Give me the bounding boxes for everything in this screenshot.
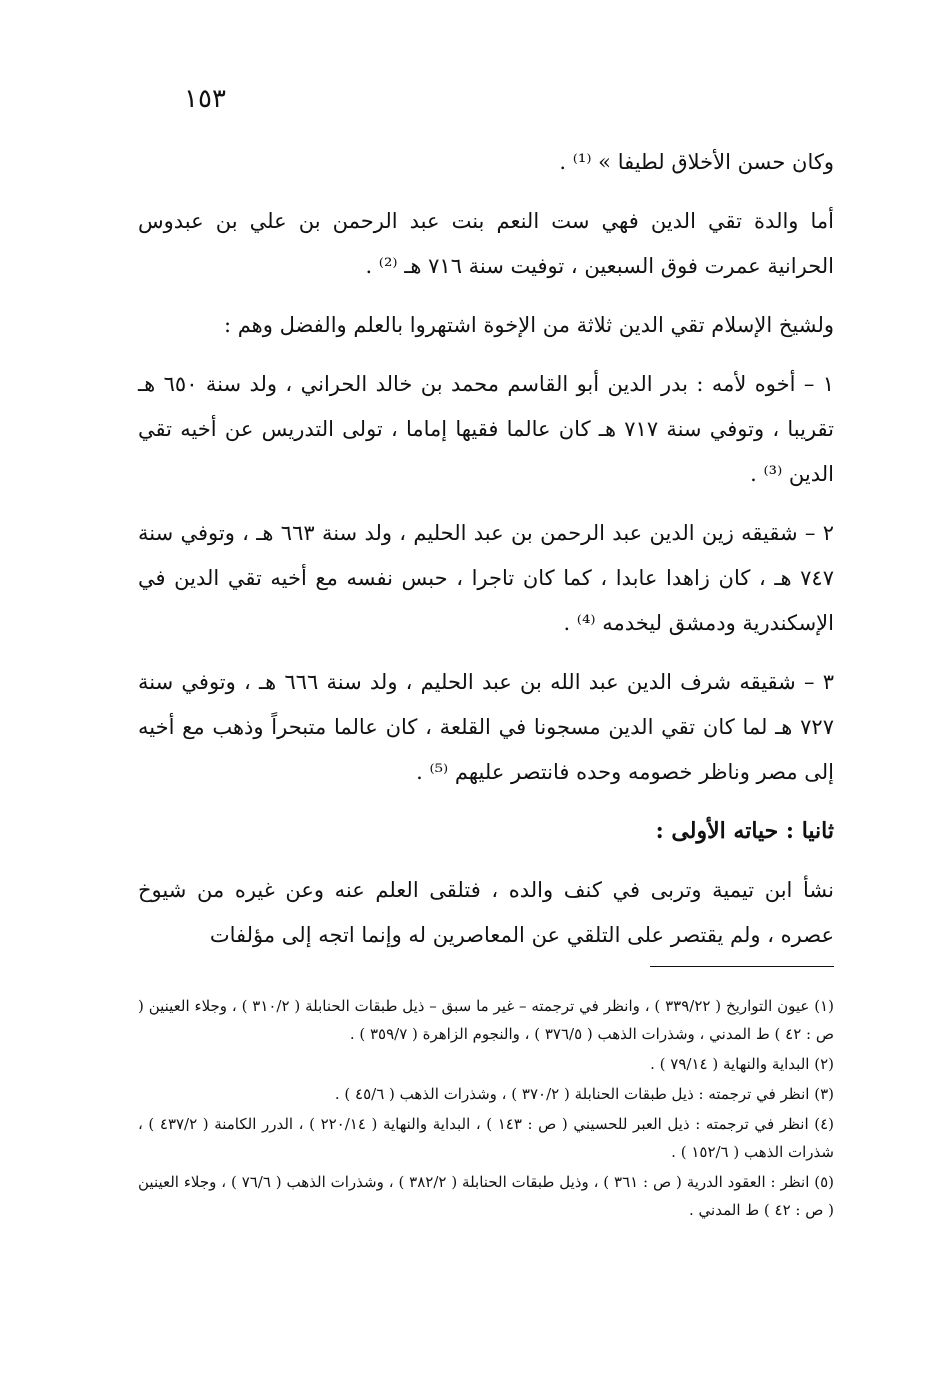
paragraph-3: ولشيخ الإسلام تقي الدين ثلاثة من الإخوة اشتهروا بالعلم والفضل وهم :: [223, 313, 834, 337]
page-number: ١٥٣: [184, 84, 226, 114]
paragraph-5: ٢ – شقيقه زين الدين عبد الرحمن بن عبد الحليم ، ولد سنة ٦٦٣ هـ ، وتوفي سنة ٧٤٧ هـ ، كان زاهدا عابدا ، كما كان تاجرا ، حبس نفسه مع أخيه تقي الدين في الإسكندرية ودمشق ليخدمه ⁽⁴⁾ .: [138, 521, 834, 635]
footnote-4: (٤) انظر في ترجمته : ذيل العبر للحسيني ( ص : ١٤٣ ) ، البداية والنهاية ( ٢٢٠/١٤ ) ، الدرر الكامنة ( ٤٣٧/٢ ) ، شذرات الذهب ( ١٥٢/٦ ) .: [138, 1115, 834, 1161]
footnote-5: (٥) انظر : العقود الدرية ( ص : ٣٦١ ) ، وذيل طبقات الحنابلة ( ٣٨٢/٢ ) ، وشذرات الذهب ( ٧٦/٦ ) ، وجلاء العينين ( ص : ٤٢ ) ط المدني .: [138, 1173, 835, 1219]
main-text: [138, 140, 834, 972]
footnotes: [138, 992, 834, 1226]
section-heading: ثانيا : حياته الأولى :: [655, 818, 834, 844]
paragraph-6: ٣ – شقيقه شرف الدين عبد الله بن عبد الحليم ، ولد سنة ٦٦٦ هـ ، وتوفي سنة ٧٢٧ هـ لما كان تقي الدين مسجونا في القلعة ، كان عالما متبحراً وذهب مع أخيه إلى مصر وناظر خصومه وحده فانتصر عليهم ⁽⁵⁾ .: [138, 670, 834, 784]
paragraph-1: وكان حسن الأخلاق لطيفا » ⁽¹⁾ .: [559, 150, 834, 174]
paragraph-2: أما والدة تقي الدين فهي ست النعم بنت عبد الرحمن بن علي بن عبدوس الحرانية عمرت فوق السبعين ، توفيت سنة ٧١٦ هـ ⁽²⁾ .: [138, 209, 834, 278]
footnote-3: (٣) انظر في ترجمته : ذيل طبقات الحنابلة ( ٣٧٠/٢ ) ، وشذرات الذهب ( ٤٥/٦ ) .: [334, 1085, 834, 1103]
footnote-divider: [650, 966, 834, 967]
footnote-2: (٢) البداية والنهاية ( ٧٩/١٤ ) .: [650, 1055, 834, 1073]
paragraph-4: ١ – أخوه لأمه : بدر الدين أبو القاسم محمد بن خالد الحراني ، ولد سنة ٦٥٠ هـ تقريبا ، وتوفي سنة ٧١٧ هـ كان عالما فقيها إماما ، تولى التدريس عن أخيه تقي الدين ⁽³⁾ .: [138, 372, 835, 486]
footnote-1: (١) عيون التواريخ ( ٣٣٩/٢٢ ) ، وانظر في ترجمته – غير ما سبق – ذيل طبقات الحنابلة ( ٣١٠/٢ ) ، وجلاء العينين ( ص : ٤٢ ) ط المدني ، وشذرات الذهب ( ٣٧٦/٥ ) ، والنجوم الزاهرة ( ٣٥٩/٧ ) .: [138, 997, 834, 1043]
closing-paragraph: نشأ ابن تيمية وتربى في كنف والده ، فتلقى العلم عنه وعن غيره من شيوخ عصره ، ولم يقتصر على التلقي عن المعاصرين له وإنما اتجه إلى مؤلفات: [138, 878, 834, 947]
